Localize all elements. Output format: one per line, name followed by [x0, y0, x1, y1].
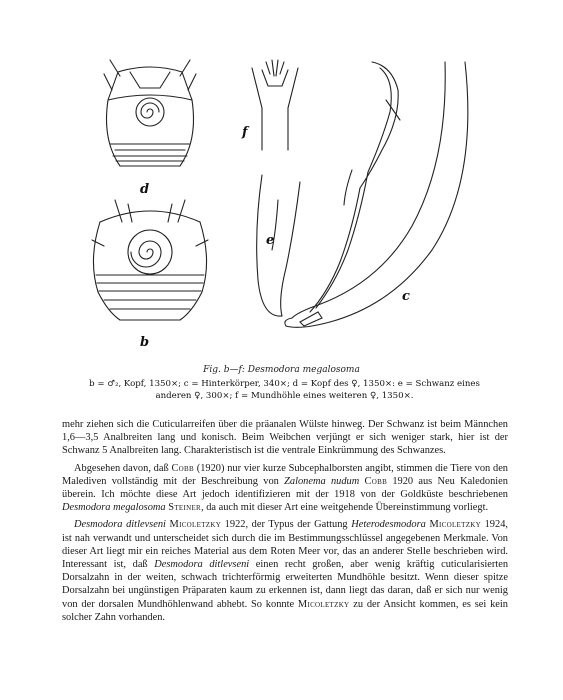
p3-text-d: zu der Ansicht kommen, es sei kein solcher Zahn vorhanden.: [62, 598, 508, 623]
label-f: f: [242, 125, 248, 140]
p3-text-c: einen recht großen, aber wenig kräftig cuticularisierten Dorsalzahn in der weiten, schwach trichterförmig erweiterten Mundhöhle besitzt. Wenn dieser spitze Dorsalzahn bei ungünstigen Präparaten kaum zu erkennen ist, dann liegt das daran, daß er sich nur wenig von der dorsalen Mundhöhlenwand abhebt. So konnte: [62, 559, 509, 610]
author-micoletzky-3: Micoletzky: [297, 598, 350, 610]
species-desmodora-megalosoma: Desmodora megalosoma: [62, 502, 166, 514]
figure-description-line2: anderen ♀, 300×; f = Mundhöhle eines weiteren ♀, 1350×.: [155, 391, 414, 401]
drawing-f-mouth: [252, 60, 298, 150]
author-cobb: Cobb: [171, 462, 194, 474]
p2-text-b: (1920) nur vier kurze Subcephalborsten angibt, stimmen die Tiere von den Malediven vollständig mit der Beschreibung von: [62, 462, 509, 487]
figure-description: [62, 378, 507, 402]
caption-species: Desmodora megalosoma: [247, 365, 360, 375]
p3-text-b: 1924, ist nah verwandt und unterscheidet sich durch die im Bestimmungsschlüssel angegebenen Merkmale. Von dieser Art liegt mir ein reiches Material aus dem Roten Meer vor, das an anderer Stelle beschrieben wird. Interessant ist, daß: [62, 519, 508, 571]
author-cobb-2: Cobb: [364, 475, 388, 487]
p3-text-a: 1922, der Typus der Gattung: [221, 519, 352, 531]
figure-caption: [0, 365, 563, 375]
p2-text-d: , da auch mit dieser Art eine weitgehende Übereinstimmung vorliegt.: [201, 502, 489, 514]
species-desmodora-ditlevseni-2: Desmodora ditlevseni: [154, 559, 250, 571]
species-desmodora-ditlevseni: Desmodora ditlevseni: [74, 519, 166, 531]
species-zalonema: Zalonema nudum: [284, 475, 360, 487]
label-e: e: [266, 233, 275, 248]
label-d: d: [140, 182, 150, 197]
genus-heterodesmodora: Heterodesmodora: [351, 519, 426, 531]
author-micoletzky-2: Micoletzky: [429, 519, 481, 531]
paragraph-2: [62, 462, 508, 515]
figure-description-line1: b = ♂₂, Kopf, 1350×; c = Hinterkörper, 340×; d = Kopf des ♀, 1350×: e = Schwanz eines: [89, 379, 480, 389]
author-micoletzky: Micoletzky: [169, 519, 222, 531]
author-steiner: Steiner: [168, 502, 201, 514]
body-text: [62, 418, 508, 628]
drawing-d-head: [104, 60, 196, 166]
drawing-c-posterior: [285, 62, 468, 327]
paragraph-1: mehr ziehen sich die Cuticularreifen über die präanalen Wülste hinweg. Der Schwanz ist beim Männchen 1,6—3,5 Analbreiten lang und konisch. Beim Weibchen verjüngt er sich weniger stark, hier ist der Schwanz 5 Analbreiten lang. Charakteristisch ist die ventrale Einkrümmung des Schwanzes.: [62, 419, 508, 457]
p2-text-a: Abgesehen davon, daß: [74, 462, 172, 474]
drawing-b-head: [92, 200, 208, 320]
label-c: c: [402, 289, 410, 304]
caption-prefix: Fig. b—f:: [203, 365, 248, 375]
drawing-e-tail: [257, 175, 300, 316]
paragraph-3: [62, 518, 508, 624]
p2-text-c: 1920 aus Neu Kaledonien überein. Ich möchte diese Art jedoch identifizieren mit der 1918 von der Goldküste beschriebenen: [62, 475, 508, 501]
label-b: b: [140, 335, 150, 350]
